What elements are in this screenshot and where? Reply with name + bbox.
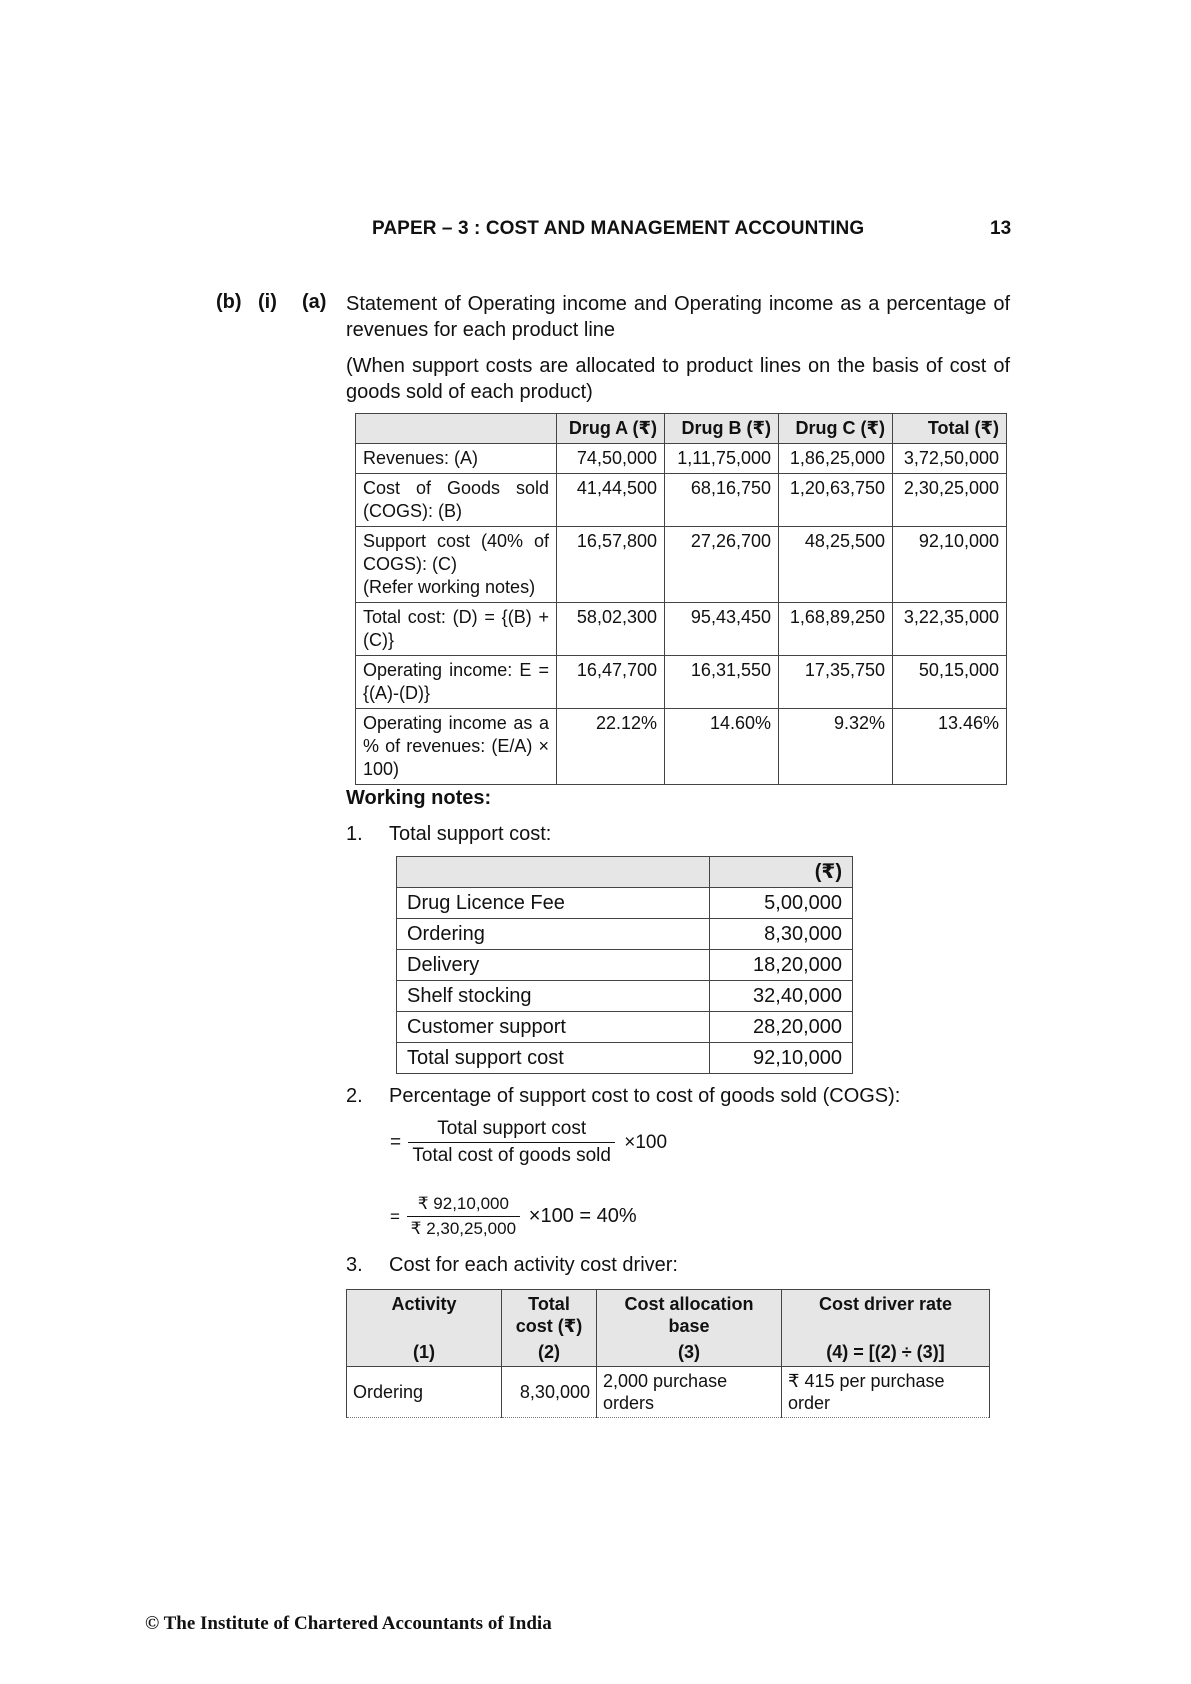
header-title: Total cost (₹) — [515, 1294, 583, 1336]
question-label-b: (b) — [216, 291, 242, 313]
cell-value: 18,20,000 — [710, 950, 853, 981]
cell-driver-rate: ₹ 415 per purchase order — [782, 1367, 990, 1418]
cell-value: 92,10,000 — [893, 527, 1007, 603]
cell-value: 1,68,89,250 — [779, 603, 893, 656]
row-label: Drug Licence Fee — [397, 888, 710, 919]
header-sub: (4) = [(2) ÷ (3)] — [826, 1342, 945, 1362]
row-label — [356, 527, 557, 603]
cell-value: 27,26,700 — [665, 527, 779, 603]
activity-cost-table — [346, 1289, 990, 1418]
cell-value: 50,15,000 — [893, 656, 1007, 709]
header-cell-driver-rate — [782, 1290, 990, 1367]
cell-value: 16,31,550 — [665, 656, 779, 709]
row-label-main: Support cost (40% of COGS): (C) — [363, 531, 549, 574]
table-header-row — [356, 414, 1007, 444]
cell-value: 41,44,500 — [557, 474, 665, 527]
cell-value: 5,00,000 — [710, 888, 853, 919]
table-header-row — [347, 1290, 990, 1367]
row-label: Total cost: (D) = {(B) + (C)} — [356, 603, 557, 656]
cell-value: 13.46% — [893, 709, 1007, 785]
note-text: Cost for each activity cost driver: — [389, 1254, 678, 1276]
table-row — [347, 1367, 990, 1418]
table-row — [397, 1012, 853, 1043]
header-cell-blank — [356, 414, 557, 444]
statement-heading: Statement of Operating income and Operating income as a percentage of revenues for each product line — [346, 293, 1010, 341]
row-label: Operating income as a % of revenues: (E/A) × 100) — [356, 709, 557, 785]
formula-general — [390, 1118, 667, 1167]
note-text: Total support cost: — [389, 823, 552, 845]
table-row — [356, 709, 1007, 785]
cell-value: 8,30,000 — [710, 919, 853, 950]
numerator: Total support cost — [408, 1118, 615, 1143]
total-value: 92,10,000 — [710, 1043, 853, 1074]
cell-value: 3,72,50,000 — [893, 444, 1007, 474]
equals-sign: = — [390, 1131, 402, 1153]
header-cell-rupee: (₹) — [710, 857, 853, 888]
cell-value: 1,11,75,000 — [665, 444, 779, 474]
working-notes-title: Working notes: — [346, 787, 492, 809]
support-cost-table — [396, 856, 853, 1074]
table-row — [397, 950, 853, 981]
formula-calculated — [390, 1194, 637, 1239]
table-row — [356, 603, 1007, 656]
cell-value: 32,40,000 — [710, 981, 853, 1012]
row-label: Revenues: (A) — [356, 444, 557, 474]
denominator: ₹ 2,30,25,000 — [410, 1219, 517, 1238]
footer-copyright: © The Institute of Chartered Accountants of India — [145, 1613, 552, 1634]
row-label: Customer support — [397, 1012, 710, 1043]
cell-value: 2,30,25,000 — [893, 474, 1007, 527]
header-cell-total-cost — [502, 1290, 597, 1367]
cell-value: 22.12% — [557, 709, 665, 785]
row-label: Ordering — [397, 919, 710, 950]
fraction — [408, 1118, 615, 1167]
cell-value: 74,50,000 — [557, 444, 665, 474]
multiplier: ×100 — [624, 1131, 668, 1153]
table-row — [397, 888, 853, 919]
row-label-sub: (Refer working notes) — [363, 577, 536, 597]
row-label: Cost of Goods sold (COGS): (B) — [356, 474, 557, 527]
cell-allocation-base: 2,000 purchase orders — [597, 1367, 782, 1418]
statement-note: (When support costs are allocated to product lines on the basis of cost of goods sold of each product) — [346, 355, 1010, 403]
header-sub: (3) — [678, 1342, 700, 1362]
header-cell-total: Total (₹) — [893, 414, 1007, 444]
result: ×100 = 40% — [528, 1205, 637, 1227]
equals-sign: = — [390, 1206, 400, 1226]
question-label-i: (i) — [258, 291, 277, 313]
header-sub: (1) — [413, 1342, 435, 1362]
row-label: Shelf stocking — [397, 981, 710, 1012]
header-cell-allocation-base — [597, 1290, 782, 1367]
header-title: Cost driver rate — [818, 1294, 953, 1314]
header-cell-drug-c: Drug C (₹) — [779, 414, 893, 444]
cell-value: 16,47,700 — [557, 656, 665, 709]
cell-value: 9.32% — [779, 709, 893, 785]
header-cell-blank — [397, 857, 710, 888]
numerator: ₹ 92,10,000 — [407, 1194, 520, 1217]
cell-activity: Ordering — [347, 1367, 502, 1418]
table-total-row — [397, 1043, 853, 1074]
header-cell-drug-a: Drug A (₹) — [557, 414, 665, 444]
cell-value: 3,22,35,000 — [893, 603, 1007, 656]
note-number: 2. — [346, 1085, 363, 1107]
table-row — [356, 444, 1007, 474]
page-number: 13 — [990, 218, 1012, 239]
table-row — [356, 474, 1007, 527]
note-text: Percentage of support cost to cost of goods sold (COGS): — [389, 1085, 901, 1107]
table-row — [356, 527, 1007, 603]
table-row — [356, 656, 1007, 709]
fraction — [407, 1194, 520, 1239]
question-label-a: (a) — [302, 291, 327, 313]
note-number: 1. — [346, 823, 363, 845]
row-label: Operating income: E = {(A)-(D)} — [356, 656, 557, 709]
total-label: Total support cost — [397, 1043, 710, 1074]
header-cell-drug-b: Drug B (₹) — [665, 414, 779, 444]
cell-value: 17,35,750 — [779, 656, 893, 709]
header-title: Activity — [391, 1294, 457, 1314]
header-sub: (2) — [538, 1342, 560, 1362]
cell-value: 68,16,750 — [665, 474, 779, 527]
cell-value: 28,20,000 — [710, 1012, 853, 1043]
cell-value: 58,02,300 — [557, 603, 665, 656]
row-label: Delivery — [397, 950, 710, 981]
cell-value: 48,25,500 — [779, 527, 893, 603]
header-title: Cost allocation base — [624, 1294, 754, 1336]
table-row — [397, 919, 853, 950]
header-cell-activity — [347, 1290, 502, 1367]
table-row — [397, 981, 853, 1012]
cell-value: 1,86,25,000 — [779, 444, 893, 474]
denominator: Total cost of goods sold — [412, 1145, 611, 1166]
cell-value: 14.60% — [665, 709, 779, 785]
table-header-row — [397, 857, 853, 888]
cell-value: 1,20,63,750 — [779, 474, 893, 527]
page-header-title: PAPER – 3 : COST AND MANAGEMENT ACCOUNTING — [372, 218, 865, 239]
statement-table — [355, 413, 1007, 785]
cell-total-cost: 8,30,000 — [502, 1367, 597, 1418]
cell-value: 95,43,450 — [665, 603, 779, 656]
cell-value: 16,57,800 — [557, 527, 665, 603]
note-number: 3. — [346, 1254, 363, 1276]
